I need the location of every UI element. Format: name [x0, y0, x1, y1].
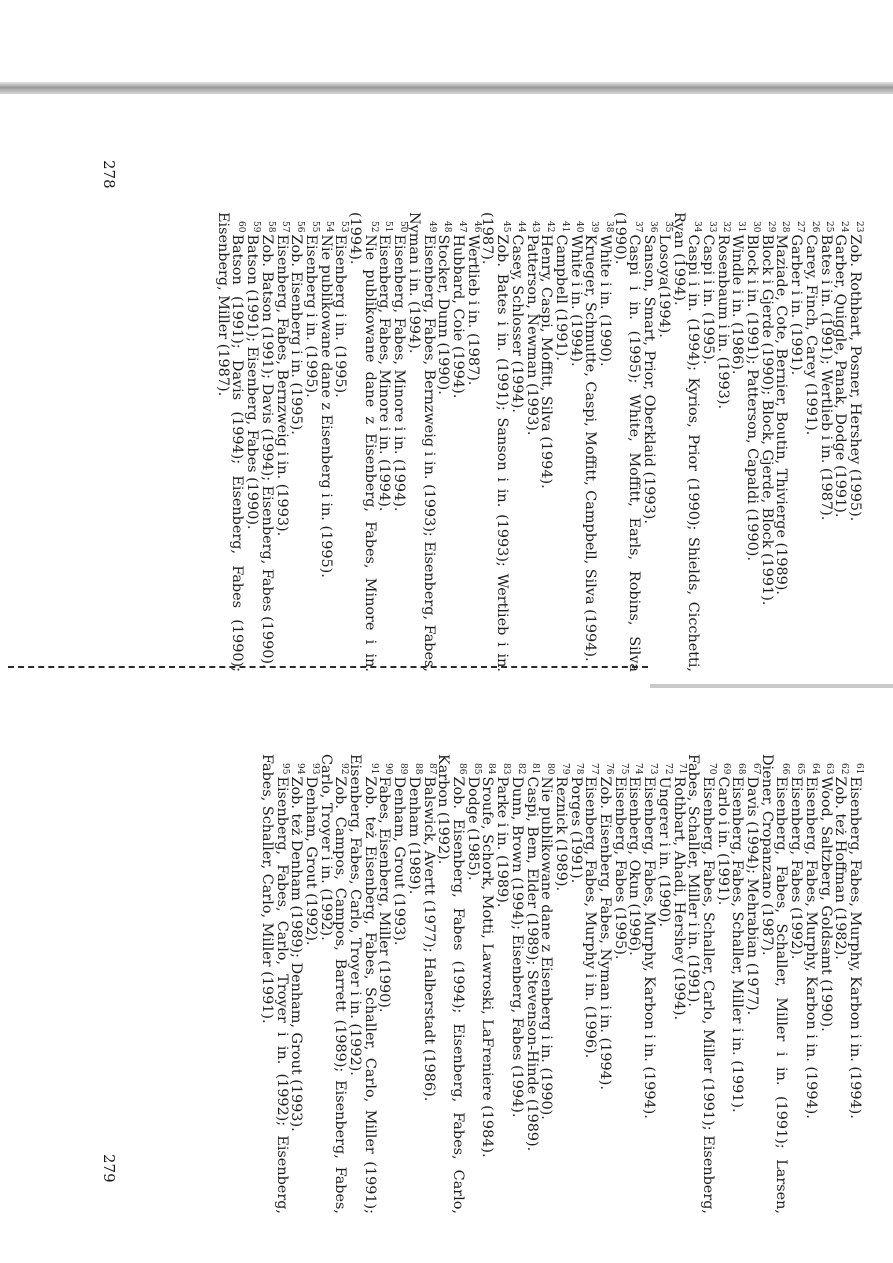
footnote	[833, 754, 848, 1214]
footnote	[539, 754, 554, 1214]
footnote-text: Block i in. (1991); Patterson, Capaldi (1990).	[744, 234, 761, 561]
footnote-number: 63	[824, 763, 835, 775]
footnote-text: Wertlieb i in. (1987).	[464, 234, 481, 386]
footnote	[494, 754, 509, 1214]
footnote-number: 95	[280, 763, 291, 775]
footnote	[465, 754, 480, 1214]
footnote	[730, 212, 745, 672]
footnote-text: Zob. Eisenberg, Fabes, Nyman i in. (1994).	[597, 776, 614, 1090]
footnote	[480, 212, 509, 672]
footnote-number: 26	[809, 221, 820, 233]
footnote-number: 86	[456, 763, 467, 775]
footnote-number: 94	[295, 763, 306, 775]
footnote-text: Nie publikowane dane z Eisenberg i in. (1995).	[317, 234, 334, 578]
footnote-text: Eisenberg, Okun (1996).	[626, 776, 643, 956]
footnote	[641, 754, 656, 1214]
footnote-text: Bates i in. (1991); Wertlieb i in. (1987).	[817, 234, 834, 521]
footnote-text: Porges (1991).	[567, 776, 584, 884]
footnote-number: 42	[545, 221, 556, 233]
footnote-text: Eisenberg, Fabes, Minore i in. (1994).	[376, 234, 393, 512]
footnote-text: Eisenberg, Fabes, Bernzweig i in. (1993).	[273, 234, 290, 537]
footnote-number: 76	[603, 763, 614, 775]
footnote-number: 64	[809, 763, 820, 775]
footnote-number: 62	[839, 763, 850, 775]
footnote	[656, 212, 671, 672]
footnote-number: 47	[456, 221, 467, 233]
footnote-number: 55	[309, 221, 320, 233]
footnote	[597, 754, 612, 1214]
footnote-number: 44	[515, 221, 526, 233]
footnote	[656, 754, 671, 1214]
scan-shadow-band-right	[650, 684, 893, 688]
footnote-number: 82	[515, 763, 526, 775]
footnote	[847, 212, 862, 672]
footnote-number: 73	[647, 763, 658, 775]
footnote-number: 92	[339, 763, 350, 775]
footnote	[524, 212, 539, 672]
footnote-text: Maziade, Cote, Bernier, Boutin, Thivierge (1989).	[773, 234, 790, 595]
footnote-text: Nie publikowane dane z Eisenberg, Fabes, Minore i in. (1994).	[347, 212, 378, 672]
footnote-number: 61	[853, 763, 864, 775]
footnote-number: 34	[692, 221, 703, 233]
footnote-number: 80	[545, 763, 556, 775]
footnote-number: 87	[427, 763, 438, 775]
footnote-text: Rothbart, Ahadi, Hershey (1994).	[670, 776, 687, 1021]
footnote-text: Dodge (1985).	[464, 776, 481, 881]
footnote	[377, 212, 392, 672]
footnote-text: Zob. Eisenberg i in. (1995).	[288, 234, 305, 435]
footnote-text: Rosenbaum i in. (1993).	[714, 234, 731, 410]
footnote	[803, 754, 818, 1214]
footnote-number: 45	[500, 221, 511, 233]
footnote	[436, 754, 465, 1214]
scan-shadow-band	[0, 82, 893, 94]
footnote-number: 78	[574, 763, 585, 775]
footnote	[627, 754, 642, 1214]
footnote-number: 37	[633, 221, 644, 233]
footnote	[421, 754, 436, 1214]
footnote	[700, 212, 715, 672]
footnote-text: Stocker, Dunn (1990).	[435, 234, 452, 395]
footnote	[730, 754, 745, 1214]
footnote-text: Dunn, Brown (1994); Eisenberg, Fabes (1994).	[508, 776, 525, 1118]
footnote-number: 48	[442, 221, 453, 233]
footnote-text: Casey, Schlosser (1994).	[508, 234, 525, 413]
footnote-text: Eisenberg, Fabes, Murphy i in. (1996).	[582, 776, 599, 1059]
footnote-number: 59	[250, 221, 261, 233]
footnote	[289, 754, 304, 1214]
footnote-text: Block i Gjerde (1990); Block, Gjerde, Block (1991).	[758, 234, 775, 606]
footnote-text: Zob. też Hoffman (1982).	[832, 776, 849, 960]
footnote-number: 81	[530, 763, 541, 775]
footnote-text: Batson (1991); Eisenberg, Fabes (1990).	[244, 234, 261, 530]
footnote-number: 33	[706, 221, 717, 233]
footnote-text: Eisenberg, Fabes, Carlo, Troyer i in. (1992); Eisenberg, Fabes, Schaller, Carlo, Miller (1991).	[258, 754, 290, 1214]
footnote	[509, 754, 524, 1214]
footnote	[289, 212, 304, 672]
footnote-number: 74	[633, 763, 644, 775]
footnote	[509, 212, 524, 672]
footnote-text: Zob. Batson (1991); Davis (1994); Eisenberg, Fabes (1990).	[258, 234, 275, 669]
footnote-number: 89	[398, 763, 408, 775]
footnote-text: Eisenberg, Fabes (1992).	[788, 776, 805, 960]
footnote-number: 70	[706, 763, 717, 775]
footnote-text: Denham, Grout (1993).	[391, 776, 408, 946]
footnote-number: 57	[280, 221, 291, 233]
footnote-text: Patterson, Newman (1993).	[523, 234, 540, 436]
footnote-text: Henry, Caspi, Moffitt, Silva (1994).	[538, 234, 555, 489]
footnote-number: 28	[780, 221, 791, 233]
footnote-text: Balswick, Avertt (1977); Halberstadt (1986).	[420, 776, 437, 1102]
footnote-text: Zob. też Denham (1989); Denham, Grout (1993).	[288, 776, 305, 1132]
page-number-left: 278	[100, 160, 118, 189]
footnote	[214, 212, 247, 672]
footnote-text: Eisenberg, Fabes, Schaller, Carlo, Miller (1991); Eisenberg, Fabes, Schaller, Miller i in. (1991).	[685, 754, 716, 1214]
footnote-text: Eisenberg, Fabes, Bernzweig i in. (1993); Eisenberg, Fabes, Nyman i in. (1994).	[405, 212, 437, 672]
page-number-right: 279	[100, 1154, 118, 1183]
footnote-text: Batson (1991); Davis (1994); Eisenberg, Fabes (1990); Eisenberg, Miller (1987).	[214, 212, 246, 672]
footnote	[303, 212, 318, 672]
footnote-number: 75	[618, 763, 629, 775]
footnote-text: Garber i in. (1991).	[788, 234, 805, 376]
footnote-number: 66	[780, 763, 791, 775]
footnote-number: 51	[383, 221, 394, 233]
footnote	[568, 212, 583, 672]
footnote-number: 32	[721, 221, 732, 233]
footnote-text: Eisenberg, Fabes, Minore i in. (1994).	[391, 234, 408, 512]
footnote	[553, 212, 568, 672]
footnote-text: Eisenberg, Fabes (1995).	[611, 776, 628, 960]
footnote-number: 23	[853, 221, 864, 233]
footnote-text: Eisenberg, Fabes, Murphy, Karbon i in. (1994).	[802, 776, 819, 1119]
footnote-number: 91	[368, 763, 379, 775]
footnote-number: 38	[603, 221, 614, 233]
footnote	[715, 212, 730, 672]
footnote-number: 50	[398, 221, 408, 233]
footnote-text: White i in. (1990).	[597, 234, 614, 367]
footnote-text: Caspi i in. (1995); White, Moffitt, Earls, Robins, Silva (1990).	[611, 212, 643, 672]
footnote-text: Denham, Grout (1992).	[302, 776, 319, 946]
footnote	[818, 754, 833, 1214]
footnote-text: Windle i in. (1986).	[729, 234, 746, 375]
footnote	[788, 212, 803, 672]
footnote	[303, 754, 318, 1214]
footnote-number: 71	[677, 763, 688, 775]
footnote-number: 36	[647, 221, 658, 233]
footnote	[347, 754, 379, 1214]
footnote-number: 31	[736, 221, 747, 233]
footnote-number: 68	[736, 763, 747, 775]
footnote-text: Carlo i in. (1991).	[714, 776, 731, 906]
footnote-number: 53	[339, 221, 350, 233]
footnote-number: 69	[721, 763, 732, 775]
footnote-number: 88	[412, 763, 423, 775]
footnote-number: 41	[559, 221, 570, 233]
footnote-number: 77	[589, 763, 600, 775]
footnote	[833, 212, 848, 672]
footnote	[818, 212, 833, 672]
footnote	[333, 212, 348, 672]
footnote-text: Caspi i in. (1994); Kyrios, Prior (1990); Shields, Cicchetti, Ryan (1994).	[670, 212, 702, 672]
footnote-number: 83	[500, 763, 511, 775]
footnote-text: Caspi i in. (1995).	[699, 234, 716, 365]
footnote	[244, 212, 259, 672]
footnote-number: 29	[765, 221, 776, 233]
footnote-text: Davis (1994); Mehrabian (1977).	[744, 776, 761, 1016]
footnote	[436, 212, 451, 672]
footnote-number: 49	[427, 221, 438, 233]
footnote-number: 25	[824, 221, 835, 233]
footnote	[686, 754, 715, 1214]
footnote	[347, 212, 379, 672]
footnote-text: Hubbard, Coie (1994).	[450, 234, 467, 399]
footnote	[274, 212, 289, 672]
footnote-text: Reznick (1989).	[552, 776, 569, 892]
footnote-number: 46	[471, 221, 482, 233]
footnote-number: 52	[368, 221, 379, 233]
footnote-number: 30	[750, 221, 761, 233]
footnote-number: 65	[794, 763, 805, 775]
footnote-text: Zob. Rothbart, Posner, Hershey (1995).	[847, 234, 863, 522]
footnote	[583, 754, 598, 1214]
footnote-text: Zob. też Eisenberg, Fabes, Schaller, Carlo, Miller (1991); Eisenberg, Fabes, Carlo, Troyer i in. (1992).	[347, 754, 378, 1214]
footnote-number: 40	[574, 221, 585, 233]
footnote-text: Garber, Quiggle, Panak, Dodge (1991).	[832, 234, 849, 518]
footnote-text: Eisenberg, Fabes, Murphy, Karbon i in. (1994).	[847, 776, 863, 1119]
footnote	[641, 212, 656, 672]
footnote-text: Eisenberg i in. (1995).	[302, 234, 319, 398]
footnote	[392, 754, 407, 1214]
footnote	[670, 212, 703, 672]
footnote	[568, 754, 583, 1214]
footnote-text: Krueger, Schmutte, Caspi, Moffitt, Campbell, Silva (1994).	[582, 234, 599, 662]
footnote-text: Denham (1989).	[405, 776, 422, 895]
footnote-text: Wood, Saltzberg, Goldsamt (1990).	[817, 776, 834, 1032]
footnote-text: Campbell (1991).	[552, 234, 569, 361]
footnote-text: Eisenberg, Fabes, Schaller, Miller i in. (1991); Larsen, Diener, Cropanzano (1987).	[758, 754, 790, 1214]
footnote	[317, 754, 350, 1214]
left-page-footnotes	[215, 212, 862, 672]
footnote	[406, 754, 421, 1214]
footnote-text: Fabes, Eisenberg, Miller (1990).	[376, 776, 393, 1013]
footnote-text: Eisenberg i in. (1995).	[332, 234, 349, 398]
footnote-text: White i in. (1994).	[567, 234, 584, 367]
footnote	[758, 754, 791, 1214]
footnote	[480, 754, 495, 1214]
footnote	[258, 754, 291, 1214]
footnote-text: Carey, Finch, Carey (1991).	[802, 234, 819, 436]
footnote	[259, 212, 274, 672]
footnote	[759, 212, 774, 672]
footnote	[612, 754, 627, 1214]
footnote-text: Sroufe, Schork, Motti, Lawroski, LaFreniere (1984).	[479, 776, 496, 1158]
footnote-text: Parke i in. (1989).	[494, 776, 511, 908]
footnote	[803, 212, 818, 672]
footnote	[788, 754, 803, 1214]
footnote-number: 43	[530, 221, 541, 233]
footnote-number: 72	[662, 763, 673, 775]
footnote	[524, 754, 539, 1214]
footnote	[744, 754, 759, 1214]
footnote-text: Caspi, Bem, Elder (1989); Stevenson-Hinde (1989).	[523, 776, 540, 1152]
footnote	[847, 754, 862, 1214]
footnote	[539, 212, 554, 672]
footnote-text: Sanson, Smart, Prior, Oberklaid (1993).	[641, 234, 658, 524]
footnote	[671, 754, 686, 1214]
footnote	[715, 754, 730, 1214]
footnote	[611, 212, 644, 672]
footnote-number: 60	[236, 221, 247, 233]
footnote	[465, 212, 480, 672]
footnote-number: 90	[383, 763, 394, 775]
footnote-text: Nie publikowane dane z Eisenberg i in. (1990).	[538, 776, 555, 1120]
footnote	[450, 212, 465, 672]
footnote-text: Losoya(1994).	[655, 234, 672, 338]
right-page-footnotes	[259, 754, 862, 1214]
footnote-number: 84	[486, 763, 497, 775]
footnote-number: 79	[559, 763, 570, 775]
footnote-number: 54	[324, 221, 335, 233]
footnote	[597, 212, 612, 672]
footnote-number: 56	[295, 221, 306, 233]
footnote-number: 27	[794, 221, 805, 233]
footnote	[553, 754, 568, 1214]
footnote	[744, 212, 759, 672]
footnote-number: 58	[265, 221, 276, 233]
footnote-number: 35	[662, 221, 673, 233]
footnote-number: 39	[589, 221, 600, 233]
footnote-number: 85	[471, 763, 482, 775]
footnote-text: Zob. Bates i in. (1991); Sanson i in. (1993); Wertlieb i in. (1987).	[479, 212, 511, 672]
footnote-text: Zob. Campos, Campos, Barrett (1989); Eisenberg, Fabes, Carlo, Troyer i in. (1992).	[317, 754, 349, 1214]
footnote-number: 93	[309, 763, 320, 775]
footnote-text: Ungerer i in. (1990).	[655, 776, 672, 928]
footnote	[774, 212, 789, 672]
footnote	[377, 754, 392, 1214]
footnote	[583, 212, 598, 672]
footnote	[318, 212, 333, 672]
footnote-text: Zob. Eisenberg, Fabes (1994); Eisenberg, Fabes, Carlo, Karbon (1992).	[435, 754, 467, 1214]
footnote	[392, 212, 407, 672]
footnote	[405, 212, 438, 672]
footnote-text: Eisenberg, Fabes, Schaller, Miller i in. (1991).	[729, 776, 746, 1113]
footnote-text: Eisenberg, Fabes, Murphy, Karbon i in. (1994).	[641, 776, 658, 1119]
footnote-number: 24	[839, 221, 850, 233]
footnote-number: 67	[750, 763, 761, 775]
